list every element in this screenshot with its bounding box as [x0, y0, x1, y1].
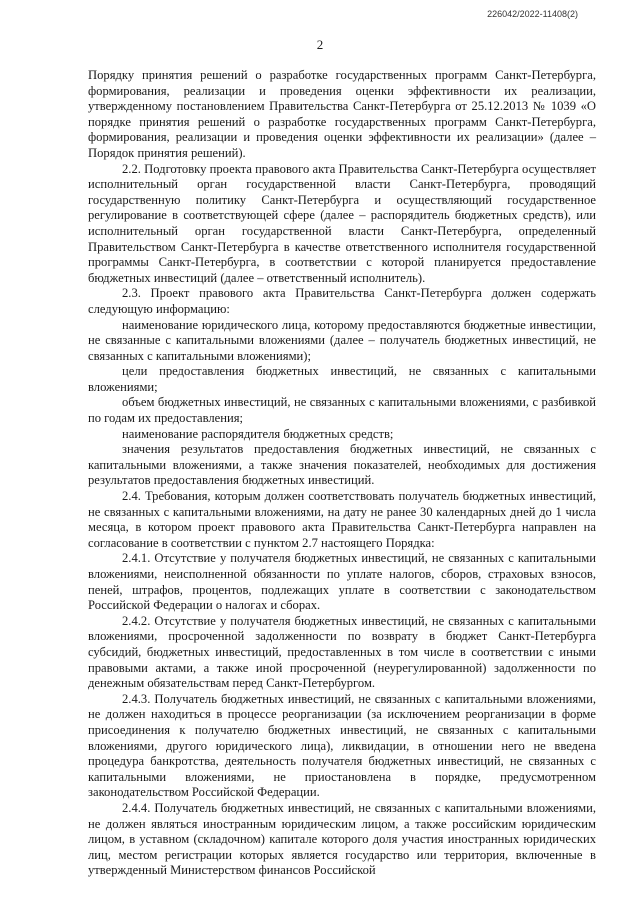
- paragraph-2-2: 2.2. Подготовку проекта правового акта Правительства Санкт-Петербурга осуществляет исполнительный орган государственной власти Санкт-Петербурга, проводящий государственную политику Санкт-Петербурга и осуществляющий государственное регулирование в соответствующей сфере (далее – распорядитель бюджетных средств), или исполнительный орган государственной власти Санкт-Петербурга, определенный Правительством Санкт-Петербурга в качестве ответственного исполнителя государственной программы Санкт-Петербурга, в соответствии с которой планируется предоставление бюджетных инвестиций (далее – ответственный исполнитель).: [88, 161, 596, 285]
- document-id: 226042/2022-11408(2): [487, 9, 578, 19]
- list-item-result-values: значения результатов предоставления бюджетных инвестиций, не связанных с капитальными вложениями, а также значения показателей, необходимых для достижения результатов предоставления бюджетных инвестиций.: [88, 442, 596, 488]
- paragraph-2-3: 2.3. Проект правового акта Правительства Санкт-Петербурга должен содержать следующую информацию:: [88, 286, 596, 316]
- list-item-goals: цели предоставления бюджетных инвестиций, не связанных с капитальными вложениями;: [88, 364, 596, 394]
- page-number: 2: [316, 37, 324, 52]
- list-item-distributor-name: наименование распорядителя бюджетных средств;: [122, 426, 394, 441]
- paragraph-2-4: 2.4. Требования, которым должен соответствовать получатель бюджетных инвестиций, не связанных с капитальными вложениями, на дату не ранее 30 календарных дней до 1 числа месяца, в котором проект правового акта Правительства Санкт-Петербурга направлен на согласование в соответствии с пунктом 2.7 настоящего Порядка:: [88, 489, 596, 550]
- paragraph-2-4-1: 2.4.1. Отсутствие у получателя бюджетных инвестиций, не связанных с капитальными вложениями, неисполненной обязанности по уплате налогов, сборов, страховых взносов, пеней, штрафов, процентов, подлежащих уплате в соответствии с законодательством Российской Федерации о налогах и сборах.: [88, 551, 596, 613]
- paragraph-2-4-2: 2.4.2. Отсутствие у получателя бюджетных инвестиций, не связанных с капитальными вложениями, просроченной задолженности по возврату в бюджет Санкт-Петербурга субсидий, бюджетных инвестиций, предоставленных в том числе в соответствии с иными правовыми актами, а также иной просроченной (неурегулированной) задолженности по денежным обязательствам перед Санкт-Петербургом.: [88, 613, 596, 691]
- paragraph-2-4-3: 2.4.3. Получатель бюджетных инвестиций, не связанных с капитальными вложениями, не должен находиться в процессе реорганизации (за исключением реорганизации в форме присоединения к получателю бюджетных инвестиций, не связанных с капитальными вложениями, другого юридического лица), ликвидации, в отношении него не введена процедура банкротства, деятельность получателя бюджетных инвестиций, не связанных с капитальными вложениями, не приостановлена в порядке, предусмотренном законодательством Российской Федерации.: [88, 691, 596, 800]
- list-item-volume: объем бюджетных инвестиций, не связанных с капитальными вложениями, с разбивкой по годам их предоставления;: [88, 395, 596, 426]
- document-body: [88, 68, 596, 879]
- paragraph-continuation: Порядку принятия решений о разработке государственных программ Санкт-Петербурга, формирования, реализации и проведения оценки эффективности их реализации, утвержденному постановлением Правительства Санкт-Петербурга от 25.12.2013 № 1039 «О порядке принятия решений о разработке государственных программ Санкт-Петербурга, формирования, реализации и проведения оценки эффективности их реализации» (далее – Порядок принятия решений).: [88, 68, 596, 160]
- list-item-recipient-name: наименование юридического лица, которому предоставляются бюджетные инвестиции, не связанные с капитальными вложениями (далее – получатель бюджетных инвестиций, не связанных с капитальными вложениями);: [88, 317, 596, 363]
- paragraph-2-4-4: 2.4.4. Получатель бюджетных инвестиций, не связанных с капитальными вложениями, не должен являться иностранным юридическим лицом, а также российским юридическим лицом, в уставном (складочном) капитале которого доля участия иностранных юридических лиц, местом регистрации которых является государство или территория, включенные в утвержденный Министерством финансов Российской: [88, 800, 596, 878]
